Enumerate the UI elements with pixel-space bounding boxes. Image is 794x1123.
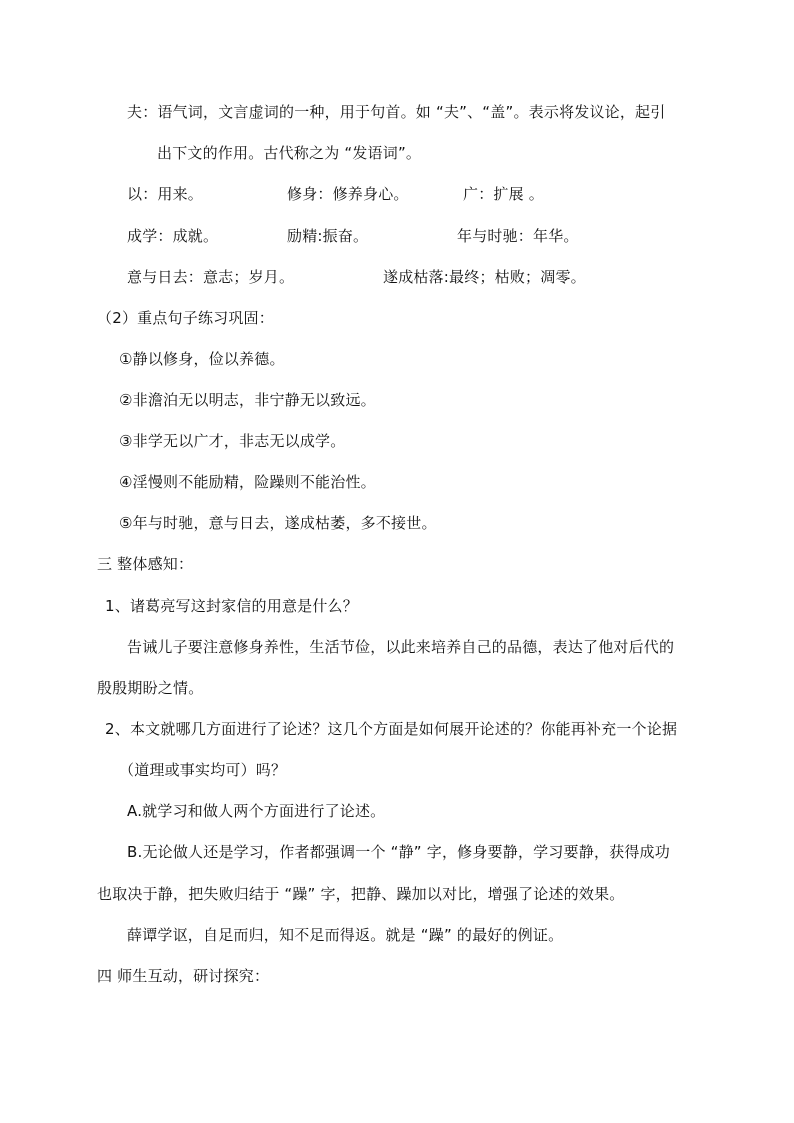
question-2-line-2: （道理或事实均可）吗？ (119, 761, 287, 779)
vocab-guang: 广：扩展 。 (463, 185, 544, 203)
answer-1-line-1: 告诫儿子要注意修身养性，生活节俭，以此来培养自己的品德，表达了他对后代的 (127, 638, 675, 656)
vocab-yiyuriqu: 意与日去：意志；岁月。 (127, 268, 295, 286)
key-sentence-item: ③非学无以广才，非志无以成学。 (119, 432, 346, 450)
section-4-heading: 四 师生互动，研讨探究： (97, 967, 270, 985)
answer-2-a: A.就学习和做人两个方面进行了论述。 (127, 802, 386, 820)
vocab-nianyushichi: 年与时驰：年华。 (457, 227, 579, 245)
answer-1-line-2: 殷殷期盼之情。 (97, 679, 204, 697)
vocab-yi: 以：用来。 (127, 185, 204, 203)
vocab-lijing: 励精:振奋。 (287, 227, 369, 245)
vocab-fu-line-2: 出下文的作用。古代称之为 “发语词”。 (157, 144, 422, 162)
question-2-line-1: 2、本文就哪几方面进行了论述？这几个方面是如何展开论述的？你能再补充一个论据 (105, 720, 678, 738)
vocab-suichengkuluo: 遂成枯落:最终；枯败；凋零。 (383, 268, 586, 286)
answer-2-b-line-2: 也取决于静，把失败归结于 “躁” 字，把静、躁加以对比，增强了论述的效果。 (97, 885, 625, 903)
answer-2-b-line-1: B.无论做人还是学习，作者都强调一个 “静” 字，修身要静，学习要静，获得成功 (127, 843, 670, 861)
section-3-heading: 三 整体感知： (97, 555, 194, 573)
answer-2-example: 薛谭学讴，自足而归，知不足而得返。就是 “躁” 的最好的例证。 (127, 926, 564, 944)
vocab-xiushen: 修身：修养身心。 (287, 185, 409, 203)
question-1: 1、诸葛亮写这封家信的用意是什么？ (105, 597, 358, 615)
key-sentence-item: ④淫慢则不能励精，险躁则不能治性。 (119, 473, 376, 491)
key-sentence-item: ②非澹泊无以明志，非宁静无以致远。 (119, 391, 376, 409)
key-sentence-item: ①静以修身，俭以养德。 (119, 350, 285, 368)
vocab-fu-line-1: 夫：语气词，文言虚词的一种，用于句首。如 “夫”、“盖”。表示将发议论，起引 (127, 103, 666, 121)
section-2-heading: （2）重点句子练习巩固： (97, 309, 274, 327)
key-sentence-item: ⑤年与时驰，意与日去，遂成枯萎，多不接世。 (119, 514, 437, 532)
vocab-chengxue: 成学：成就。 (127, 227, 219, 245)
